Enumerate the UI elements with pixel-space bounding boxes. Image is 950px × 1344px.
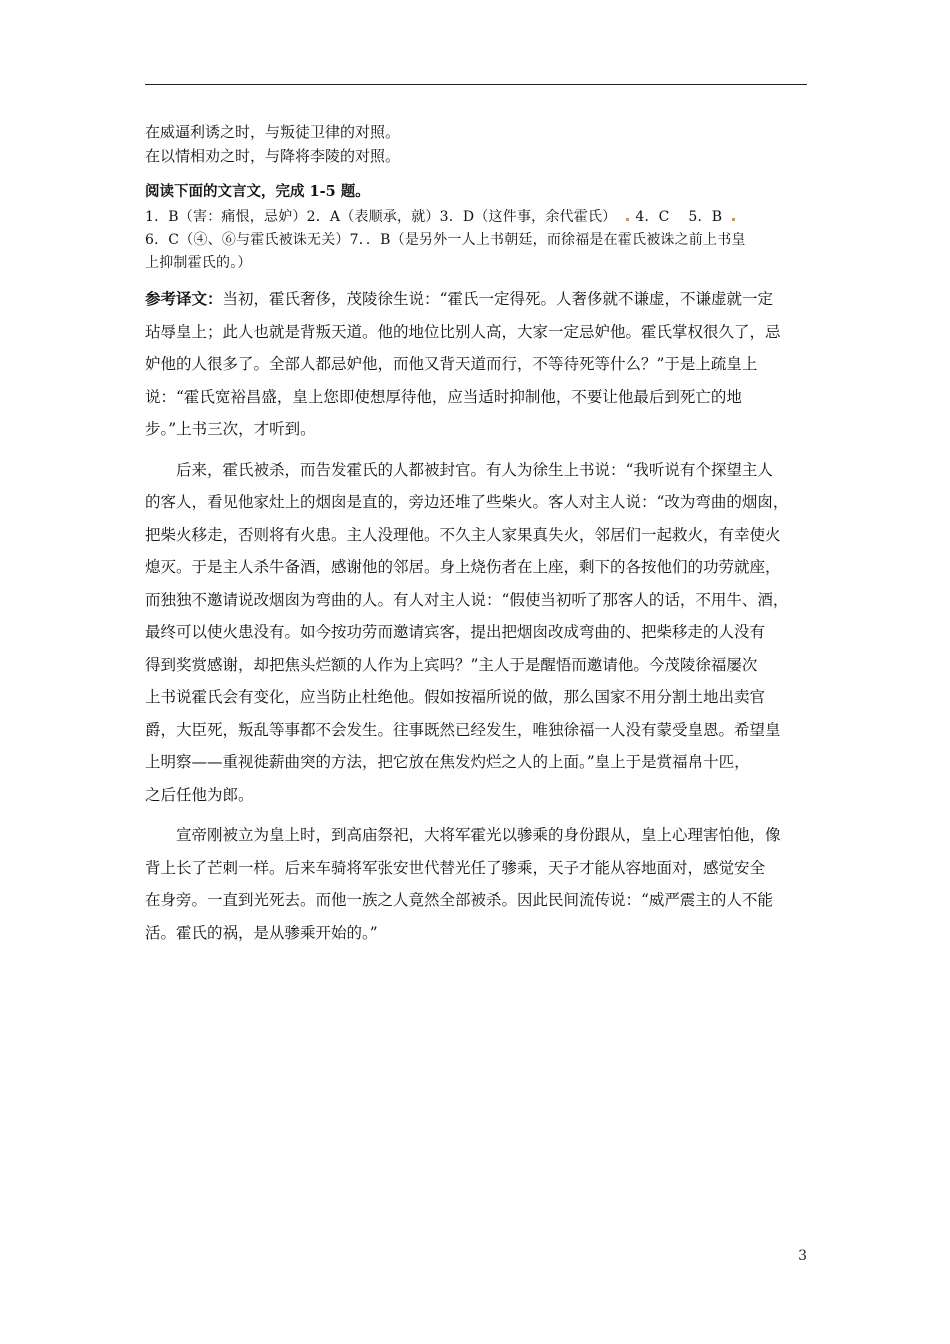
page-number: 3 <box>798 1248 807 1264</box>
translation-paragraph-1 <box>145 283 807 446</box>
answer-line-1-a: 1．B（害：痛恨，忌妒）2．A（表顺承，就）3．D（这件事，余代霍氏） <box>145 209 617 225</box>
intro-line-1: 在威逼利诱之时，与叛徒卫律的对照。 <box>145 123 401 141</box>
answer-line-2: 6．C（④、⑥与霍氏被诛无关）7．．B（是另外一人上书朝廷，而徐福是在霍氏被诛之前上书皇 <box>145 232 746 248</box>
section-heading: 阅读下面的文言文，完成 1-5 题。 <box>145 183 370 200</box>
translation-line: 后来，霍氏被杀，而告发霍氏的人都被封官。有人为徐生上书说：“我听说有个探望主人 <box>176 460 773 479</box>
translation-paragraph-2 <box>145 454 807 812</box>
translation-line: 得到奖赏感谢，却把焦头烂额的人作为上宾吗？”主人于是醒悟而邀请他。今茂陵徐福屡次 <box>145 655 758 674</box>
translation-label: 参考译文： <box>145 289 223 308</box>
mark-dot <box>626 218 629 221</box>
translation-line: 的客人，看见他家灶上的烟囱是直的，旁边还堆了些柴火。客人对主人说：“改为弯曲的烟囱， <box>145 493 789 511</box>
translation-line: 爵，大臣死，叛乱等事都不会发生。往事既然已经发生，唯独徐福一人没有蒙受皇恩。希望皇 <box>145 720 781 739</box>
document-body <box>145 120 807 957</box>
mark-dot <box>732 218 735 221</box>
translation-line: 最终可以使火患没有。如今按功劳而邀请宾客，提出把烟囱改成弯曲的、把柴移走的人没有 <box>145 623 766 641</box>
answer-line-1-b: 4．C 5．B <box>635 209 723 225</box>
answer-line-1 <box>145 206 807 229</box>
translation-line: 背上长了芒刺一样。后来车骑将军张安世代替光任了骖乘，天子才能从容地面对，感觉安全 <box>145 858 766 877</box>
translation-line: 步。”上书三次，才听到。 <box>145 420 316 438</box>
translation-line: 活。霍氏的祸，是从骖乘开始的。” <box>145 923 378 942</box>
answer-line-3: 上抑制霍氏的。） <box>145 255 252 271</box>
translation-line: 而独独不邀请说改烟囱为弯曲的人。有人对主人说：“假使当初听了那客人的话，不用牛、酒， <box>145 590 789 609</box>
translation-line: 把柴火移走，否则将有火患。主人没理他。不久主人家果真失火，邻居们一起救火，有幸使火 <box>145 525 781 544</box>
translation-line: 玷辱皇上；此人也就是背叛天道。他的地位比别人高，大家一定忌妒他。霍氏掌权很久了，忌 <box>145 322 781 341</box>
translation-line: 在身旁。一直到光死去。而他一族之人竟然全部被杀。因此民间流传说：“威严震主的人不能 <box>145 891 773 909</box>
translation-line: 熄灭。于是主人杀牛备酒，感谢他的邻居。身上烧伤者在上座，剩下的各按他们的功劳就座， <box>145 558 781 576</box>
translation-line: 参考译文：当初，霍氏奢侈，茂陵徐生说：“霍氏一定得死。人奢侈就不谦虚，不谦虚就一定 <box>145 289 773 308</box>
translation-paragraph-3 <box>145 819 807 949</box>
translation-line: 之后任他为郎。 <box>145 785 254 804</box>
translation-line: 上书说霍氏会有变化，应当防止杜绝他。假如按福所说的做，那么国家不用分割土地出卖官 <box>145 688 766 706</box>
translation-line: 妒他的人很多了。全部人都忌妒他，而他又背天道而行，不等待死等什么？”于是上疏皇上 <box>145 355 758 373</box>
answer-key <box>145 206 807 275</box>
translation-line: 说：“霍氏宽裕昌盛，皇上您即使想厚待他，应当适时抑制他，不要让他最后到死亡的地 <box>145 387 742 406</box>
header-rule <box>145 84 807 85</box>
translation-line: 宣帝刚被立为皇上时，到高庙祭祀，大将军霍光以骖乘的身份跟从，皇上心理害怕他，像 <box>176 826 781 844</box>
translation-line: 上明察——重视徙薪曲突的方法，把它放在焦发灼烂之人的上面。”皇上于是赏福帛十匹， <box>145 753 750 771</box>
intro-line-2: 在以情相劝之时，与降将李陵的对照。 <box>145 147 401 165</box>
